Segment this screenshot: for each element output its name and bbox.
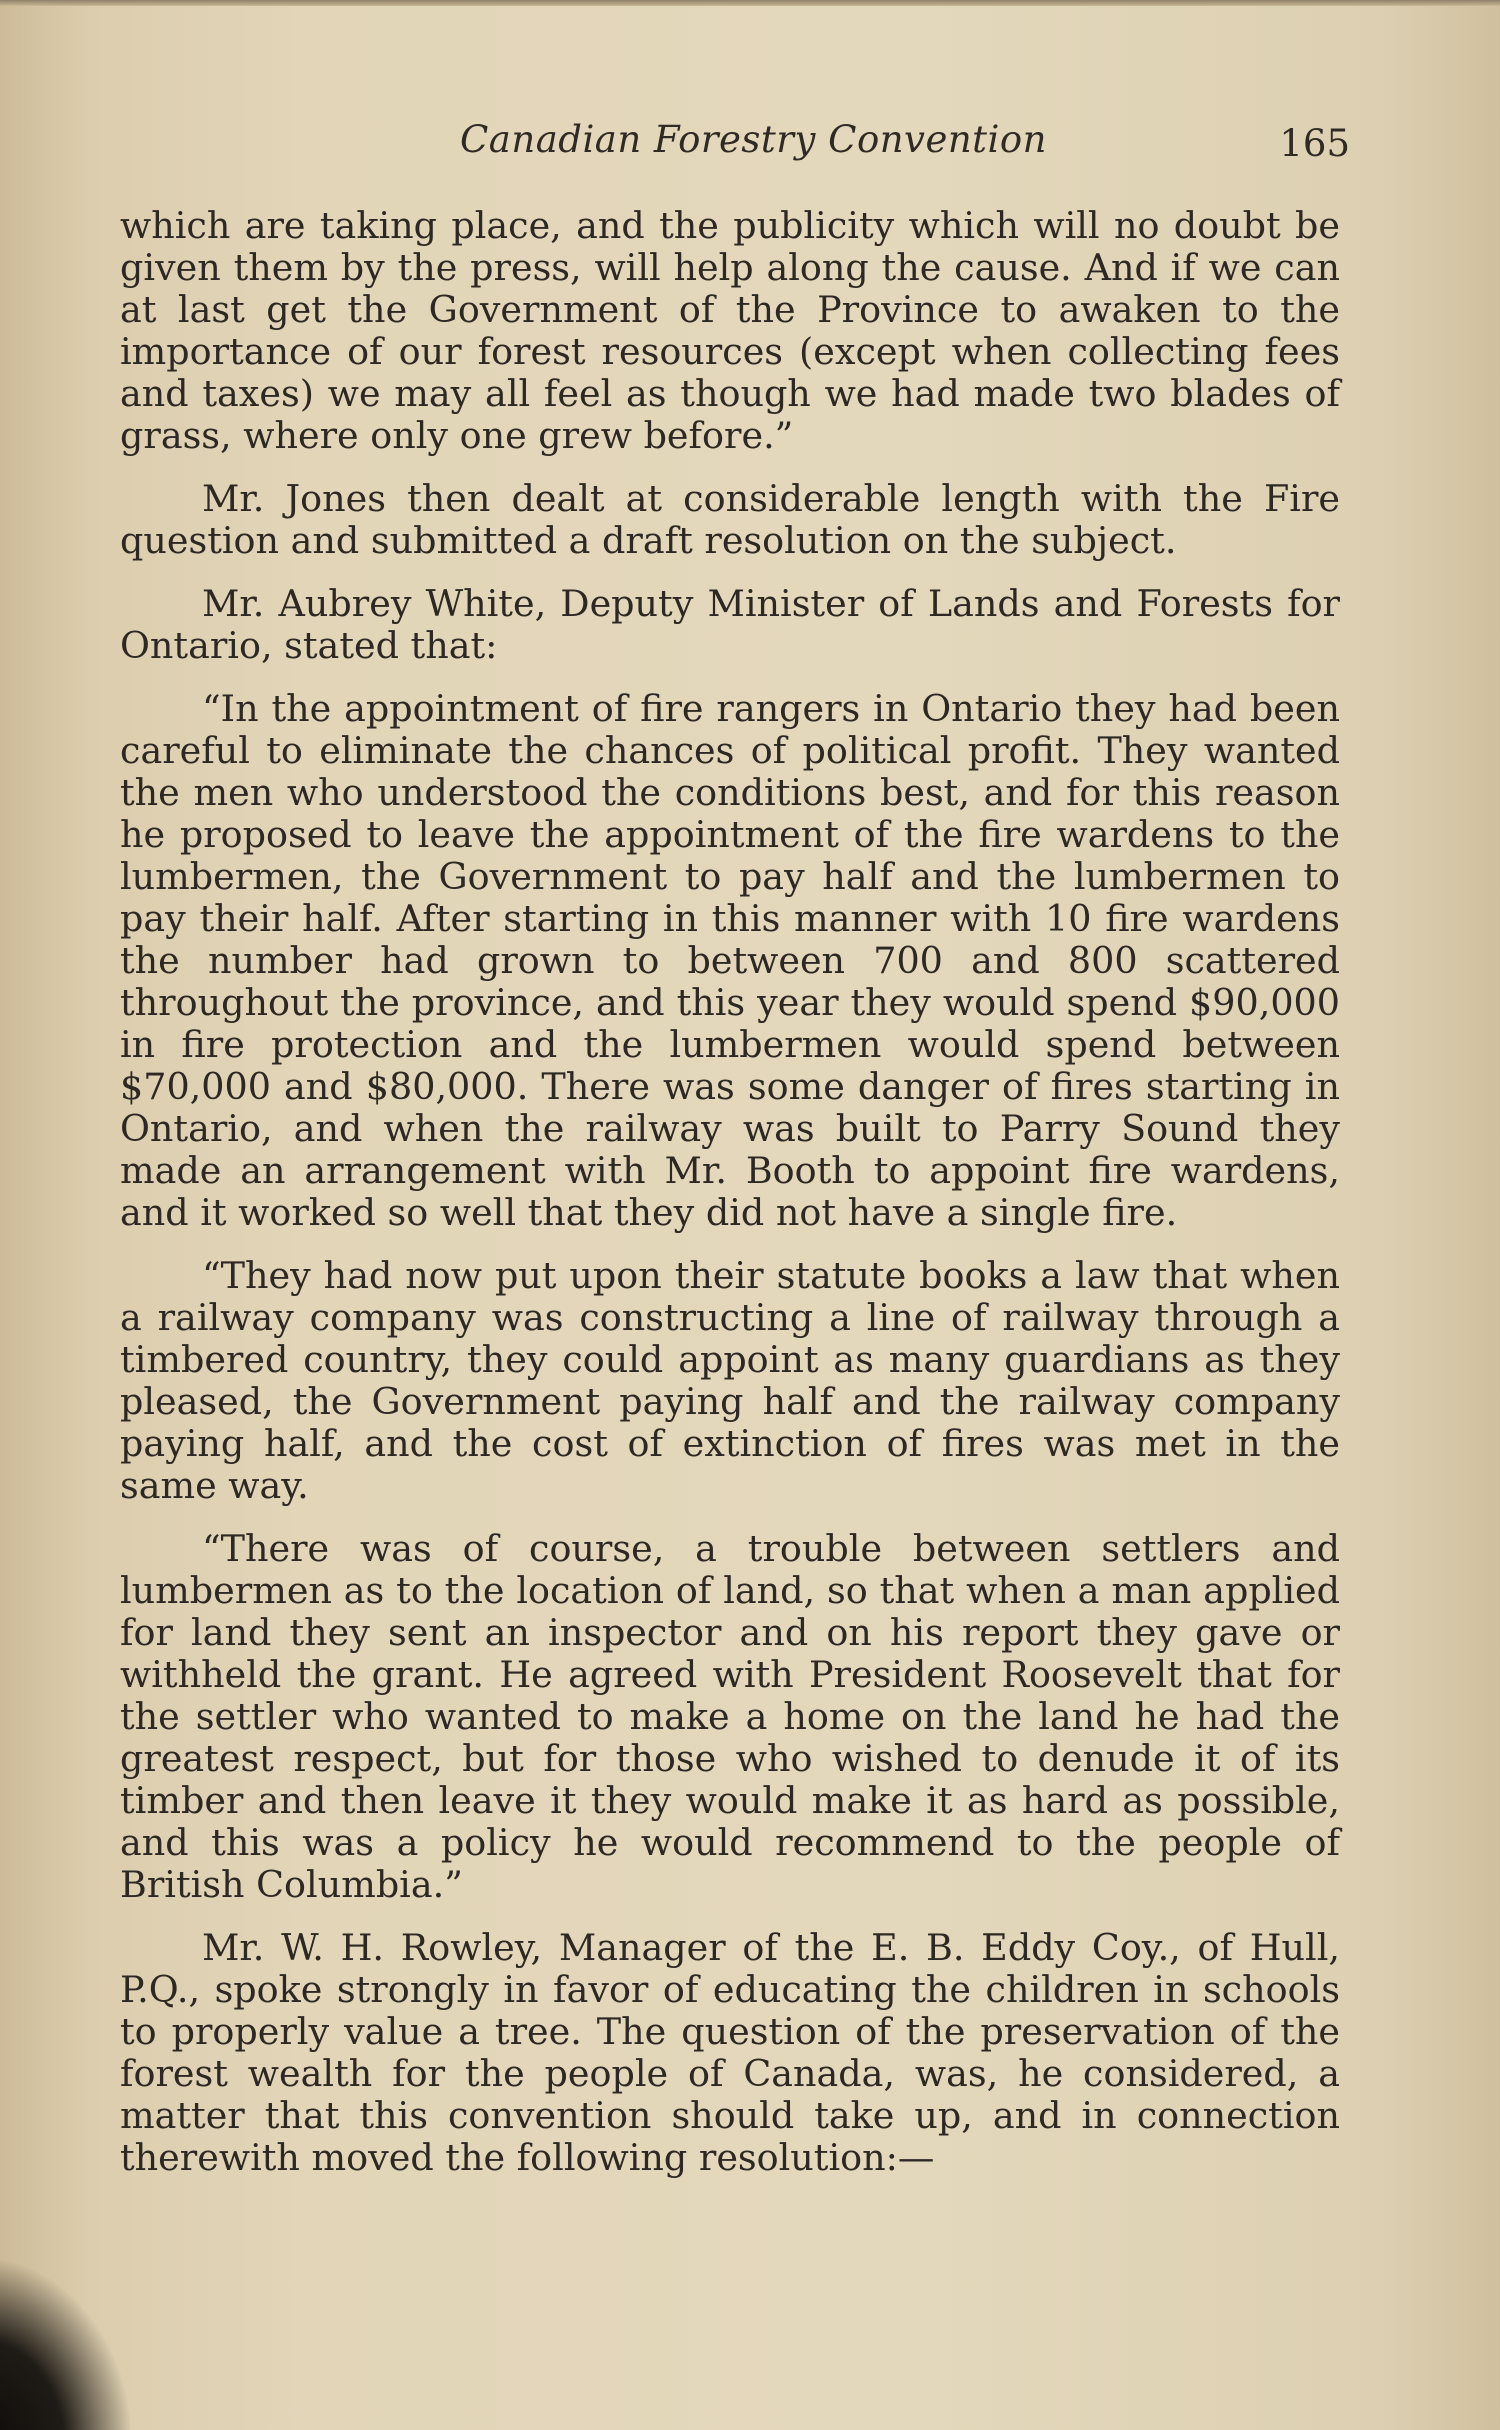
paragraph-continuation: which are taking place, and the publicity which will no doubt be given them by the press, will help along the cause. And if we can at last get the Government of the Province to awaken to the importance of our forest resources (except when collecting fees and taxes) we may all feel as though we had made two blades of grass, where only one grew before.” [120,204,1340,457]
body-text [120,205,1340,2179]
paragraph-rowley: Mr. W. H. Rowley, Manager of the E. B. Eddy Coy., of Hull, P.Q., spoke strongly in favor of educating the children in schools to properly value a tree. The question of the preservation of the forest wealth for the people of Canada, was, he considered, a matter that this convention should take up, and in connection therewith moved the following resolution:— [120,1926,1340,2179]
paragraph-fire-rangers: “In the appointment of fire rangers in Ontario they had been careful to eliminate the chances of political profit. They wanted the men who understood the conditions best, and for this reason he proposed to leave the appointment of the fire wardens to the lumbermen, the Government to pay half and the lumbermen to pay their half. After starting in this manner with 10 fire wardens the number had grown to between 700 and 800 scattered throughout the province, and this year they would spend $90,000 in fire protection and the lumbermen would spend between $70,000 and $80,000. There was some danger of fires starting in Ontario, and when the railway was built to Parry Sound they made an arrangement with Mr. Booth to appoint fire wardens, and it worked so well that they did not have a single fire. [120,687,1340,1234]
corner-shadow [0,2260,130,2430]
running-title: Canadian Forestry Convention [460,118,1047,161]
paragraph-white-intro: Mr. Aubrey White, Deputy Minister of Lands and Forests for Ontario, stated that: [120,582,1340,667]
paragraph-settlers: “There was of course, a trouble between settlers and lumbermen as to the location of land, so that when a man applied for land they sent an inspector and on his report they gave or withheld the grant. He agreed with President Roosevelt that for the settler who wanted to make a home on the land he had the greatest respect, but for those who wished to denude it of its timber and then leave it they would make it as hard as possible, and this was a policy he would recommend to the people of British Columbia.” [120,1527,1340,1906]
page-top-edge [0,0,1500,6]
paragraph-statute: “They had now put upon their statute books a law that when a railway company was constructing a line of railway through a timbered country, they could appoint as many guardians as they pleased, the Government paying half and the railway company paying half, and the cost of extinction of fires was met in the same way. [120,1254,1340,1507]
running-head [120,118,1350,174]
page-number: 165 [1279,122,1350,165]
paragraph-jones: Mr. Jones then dealt at considerable length with the Fire question and submitted a draft resolution on the subject. [120,477,1340,562]
